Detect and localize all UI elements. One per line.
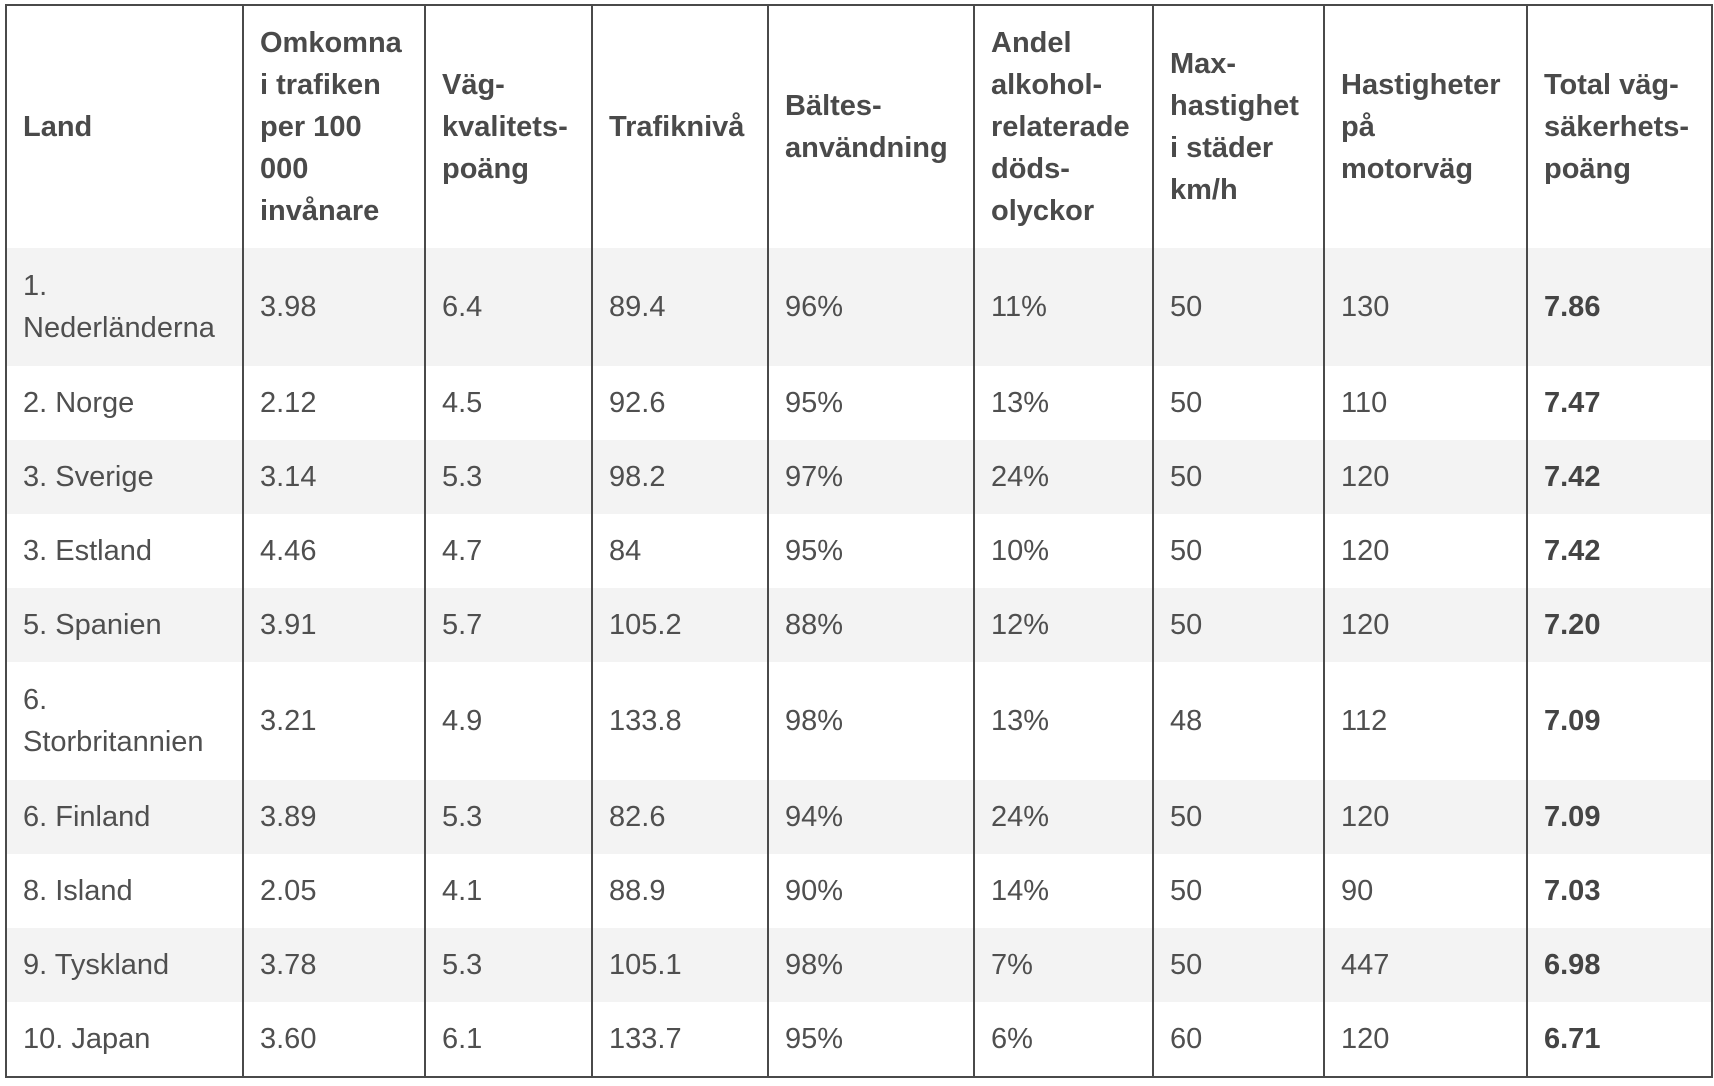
cell-total-score: 7.20 [1527,588,1712,662]
cell-alcohol-share: 10% [974,514,1153,588]
cell-alcohol-share: 13% [974,662,1153,780]
cell-total-score: 7.42 [1527,514,1712,588]
cell-total-score: 7.09 [1527,662,1712,780]
cell-seatbelt-use: 95% [768,514,974,588]
cell-traffic-level: 133.7 [592,1002,768,1077]
cell-alcohol-share: 14% [974,854,1153,928]
cell-city-speed: 50 [1153,514,1324,588]
cell-alcohol-share: 11% [974,248,1153,366]
cell-seatbelt-use: 94% [768,780,974,854]
cell-total-score: 7.47 [1527,366,1712,440]
cell-total-score: 7.09 [1527,780,1712,854]
cell-city-speed: 60 [1153,1002,1324,1077]
cell-city-speed: 50 [1153,366,1324,440]
cell-country: 6. Storbritannien [6,662,243,780]
cell-motorway-speed: 120 [1324,440,1527,514]
table-row [6,514,1712,588]
table-row [6,588,1712,662]
table-row [6,928,1712,1002]
table-row [6,248,1712,366]
road-safety-table [5,4,1713,1078]
cell-fatalities: 4.46 [243,514,425,588]
cell-motorway-speed: 110 [1324,366,1527,440]
header-traffic-level: Trafiknivå [592,5,768,248]
cell-total-score: 7.03 [1527,854,1712,928]
cell-traffic-level: 88.9 [592,854,768,928]
cell-seatbelt-use: 95% [768,366,974,440]
cell-fatalities: 3.21 [243,662,425,780]
header-land: Land [6,5,243,248]
header-fatalities: Omkomna i trafiken per 100 000 invånare [243,5,425,248]
cell-road-quality: 6.1 [425,1002,592,1077]
cell-road-quality: 5.3 [425,780,592,854]
cell-alcohol-share: 24% [974,780,1153,854]
table-row [6,662,1712,780]
cell-country: 9. Tyskland [6,928,243,1002]
cell-alcohol-share: 24% [974,440,1153,514]
cell-alcohol-share: 12% [974,588,1153,662]
cell-fatalities: 3.91 [243,588,425,662]
cell-total-score: 7.86 [1527,248,1712,366]
cell-motorway-speed: 120 [1324,588,1527,662]
cell-total-score: 7.42 [1527,440,1712,514]
cell-road-quality: 4.5 [425,366,592,440]
cell-fatalities: 3.14 [243,440,425,514]
cell-country: 3. Sverige [6,440,243,514]
cell-seatbelt-use: 90% [768,854,974,928]
cell-fatalities: 2.12 [243,366,425,440]
cell-seatbelt-use: 97% [768,440,974,514]
cell-country: 3. Estland [6,514,243,588]
cell-country: 10. Japan [6,1002,243,1077]
cell-city-speed: 48 [1153,662,1324,780]
cell-seatbelt-use: 95% [768,1002,974,1077]
cell-country: 2. Norge [6,366,243,440]
cell-road-quality: 4.7 [425,514,592,588]
cell-road-quality: 6.4 [425,248,592,366]
table-row [6,366,1712,440]
cell-seatbelt-use: 98% [768,928,974,1002]
cell-traffic-level: 105.2 [592,588,768,662]
cell-motorway-speed: 120 [1324,1002,1527,1077]
header-alcohol-share: Andel alkohol-relaterade döds-olyckor [974,5,1153,248]
cell-motorway-speed: 447 [1324,928,1527,1002]
cell-road-quality: 4.9 [425,662,592,780]
cell-motorway-speed: 120 [1324,514,1527,588]
cell-traffic-level: 133.8 [592,662,768,780]
cell-seatbelt-use: 88% [768,588,974,662]
table-row [6,854,1712,928]
table-row [6,780,1712,854]
cell-alcohol-share: 13% [974,366,1153,440]
cell-fatalities: 3.89 [243,780,425,854]
cell-motorway-speed: 130 [1324,248,1527,366]
cell-seatbelt-use: 96% [768,248,974,366]
cell-city-speed: 50 [1153,440,1324,514]
header-total-score: Total väg-säkerhets-poäng [1527,5,1712,248]
cell-seatbelt-use: 98% [768,662,974,780]
cell-motorway-speed: 90 [1324,854,1527,928]
cell-road-quality: 5.7 [425,588,592,662]
cell-motorway-speed: 112 [1324,662,1527,780]
cell-city-speed: 50 [1153,248,1324,366]
cell-fatalities: 2.05 [243,854,425,928]
header-motorway-speed: Hastigheter på motorväg [1324,5,1527,248]
cell-country: 5. Spanien [6,588,243,662]
cell-country: 1. Nederländerna [6,248,243,366]
header-city-speed: Max-hastighet i städer km/h [1153,5,1324,248]
cell-total-score: 6.98 [1527,928,1712,1002]
cell-city-speed: 50 [1153,928,1324,1002]
cell-city-speed: 50 [1153,588,1324,662]
cell-city-speed: 50 [1153,854,1324,928]
cell-road-quality: 5.3 [425,928,592,1002]
header-seatbelt-use: Bältes-användning [768,5,974,248]
cell-fatalities: 3.98 [243,248,425,366]
cell-traffic-level: 89.4 [592,248,768,366]
cell-total-score: 6.71 [1527,1002,1712,1077]
cell-traffic-level: 84 [592,514,768,588]
table-row [6,1002,1712,1077]
cell-city-speed: 50 [1153,780,1324,854]
cell-country: 8. Island [6,854,243,928]
cell-fatalities: 3.60 [243,1002,425,1077]
cell-traffic-level: 105.1 [592,928,768,1002]
cell-traffic-level: 92.6 [592,366,768,440]
cell-motorway-speed: 120 [1324,780,1527,854]
table-row [6,440,1712,514]
cell-road-quality: 4.1 [425,854,592,928]
table-header-row [6,5,1712,248]
cell-alcohol-share: 7% [974,928,1153,1002]
cell-alcohol-share: 6% [974,1002,1153,1077]
cell-traffic-level: 98.2 [592,440,768,514]
header-road-quality: Väg-kvalitets-poäng [425,5,592,248]
road-safety-table-container [5,4,1711,1078]
cell-country: 6. Finland [6,780,243,854]
cell-traffic-level: 82.6 [592,780,768,854]
cell-fatalities: 3.78 [243,928,425,1002]
cell-road-quality: 5.3 [425,440,592,514]
